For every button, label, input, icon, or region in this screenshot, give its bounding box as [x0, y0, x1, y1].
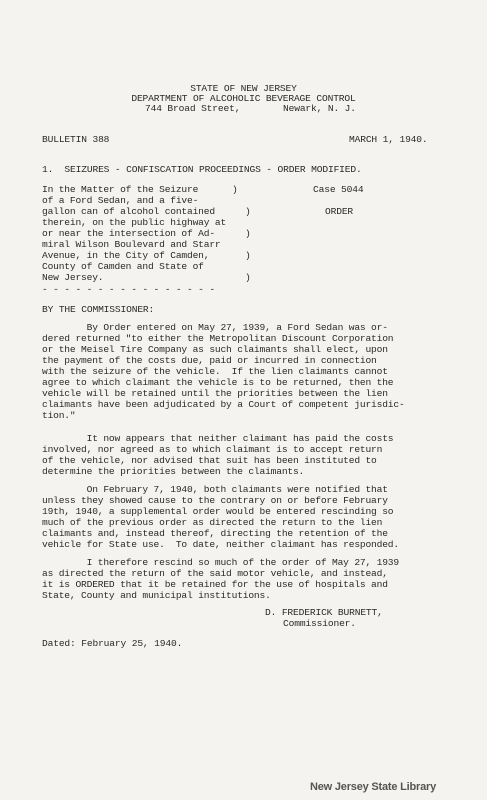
paragraph-line: the payment of the costs due, paid or incurred in connection	[42, 355, 377, 366]
paragraph-line: agree to which claimant the vehicle is to be returned, then the	[42, 377, 394, 388]
caption-bracket: )	[232, 184, 238, 195]
caption-line: New Jersey.	[42, 272, 104, 283]
paragraph-line: it is ORDERED that it be retained for the use of hospitals and	[42, 579, 388, 590]
paragraph-line: determine the priorities between the claimants.	[42, 466, 305, 477]
caption-line: or near the intersection of Ad-	[42, 228, 215, 239]
by-commissioner: BY THE COMMISSIONER:	[42, 304, 155, 315]
caption-line: Avenue, in the City of Camden,	[42, 250, 210, 261]
caption-dash-rule: - - - - - - - - - - - - - - - -	[42, 284, 215, 295]
caption-bracket: )	[245, 206, 251, 217]
paragraph-line: as directed the return of the said motor vehicle, and instead,	[42, 568, 388, 579]
paragraph-line: tion."	[42, 410, 76, 421]
paragraph-line: claimants and, instead thereof, directing the retention of the	[42, 528, 388, 539]
caption-bracket: )	[245, 228, 251, 239]
caption-line: of a Ford Sedan, and a five-	[42, 195, 199, 206]
caption-line: therein, on the public highway at	[42, 217, 227, 228]
library-stamp: New Jersey State Library	[310, 781, 437, 793]
paragraph-line: dered returned "to either the Metropolitan Discount Corporation	[42, 333, 394, 344]
bulletin-date: MARCH 1, 1940.	[349, 134, 428, 145]
item-heading: 1. SEIZURES - CONFISCATION PROCEEDINGS - ORDER MODIFIED.	[42, 164, 362, 175]
paragraph-line: claimants have been adjudicated by a Court of competent jurisdic-	[42, 399, 405, 410]
caption-line: miral Wilson Boulevard and Starr	[42, 239, 221, 250]
paragraph-line: vehicle for State use. To date, neither claimant has responded.	[42, 539, 399, 550]
signature-title: Commissioner.	[283, 618, 356, 629]
paragraph-line: with the seizure of the vehicle. If the lien claimants cannot	[42, 366, 388, 377]
caption-line: In the Matter of the Seizure	[42, 184, 199, 195]
paragraph-line: of the vehicle, nor advised that suit has been instituted to	[42, 455, 377, 466]
paragraph-line: On February 7, 1940, both claimants were notified that	[42, 484, 388, 495]
paragraph-line: By Order entered on May 27, 1939, a Ford Sedan was or-	[42, 322, 388, 333]
signature-name: D. FREDERICK BURNETT,	[265, 607, 383, 618]
case-number: Case 5044	[313, 184, 364, 195]
paragraph-line: State, County and municipal institutions.	[42, 590, 271, 601]
paragraph-line: vehicle will be retained until the priorities between the lien	[42, 388, 388, 399]
caption-bracket: )	[245, 272, 251, 283]
paragraph-line: 19th, 1940, a supplemental order would be entered rescinding so	[42, 506, 394, 517]
department-heading: DEPARTMENT OF ALCOHOLIC BEVERAGE CONTROL	[131, 93, 356, 104]
paragraph-line: It now appears that neither claimant has paid the costs	[42, 433, 394, 444]
address-street: 744 Broad Street,	[145, 103, 241, 114]
dated-line: Dated: February 25, 1940.	[42, 638, 183, 649]
paragraph-line: or the Meisel Tire Company as such claimants shall elect, upon	[42, 344, 388, 355]
paragraph-line: much of the previous order as directed the return to the lien	[42, 517, 383, 528]
paragraph-line: I therefore rescind so much of the order of May 27, 1939	[42, 557, 399, 568]
caption-bracket: )	[245, 250, 251, 261]
state-heading: STATE OF NEW JERSEY	[190, 83, 297, 94]
order-title: ORDER	[325, 206, 354, 217]
caption-line: County of Camden and State of	[42, 261, 204, 272]
caption-line: gallon can of alcohol contained	[42, 206, 215, 217]
paragraph-line: unless they showed cause to the contrary on or before February	[42, 495, 388, 506]
address-city: Newark, N. J.	[283, 103, 356, 114]
paragraph-line: involved, nor agreed as to which claimant is to accept return	[42, 444, 383, 455]
bulletin-number: BULLETIN 388	[42, 134, 110, 145]
